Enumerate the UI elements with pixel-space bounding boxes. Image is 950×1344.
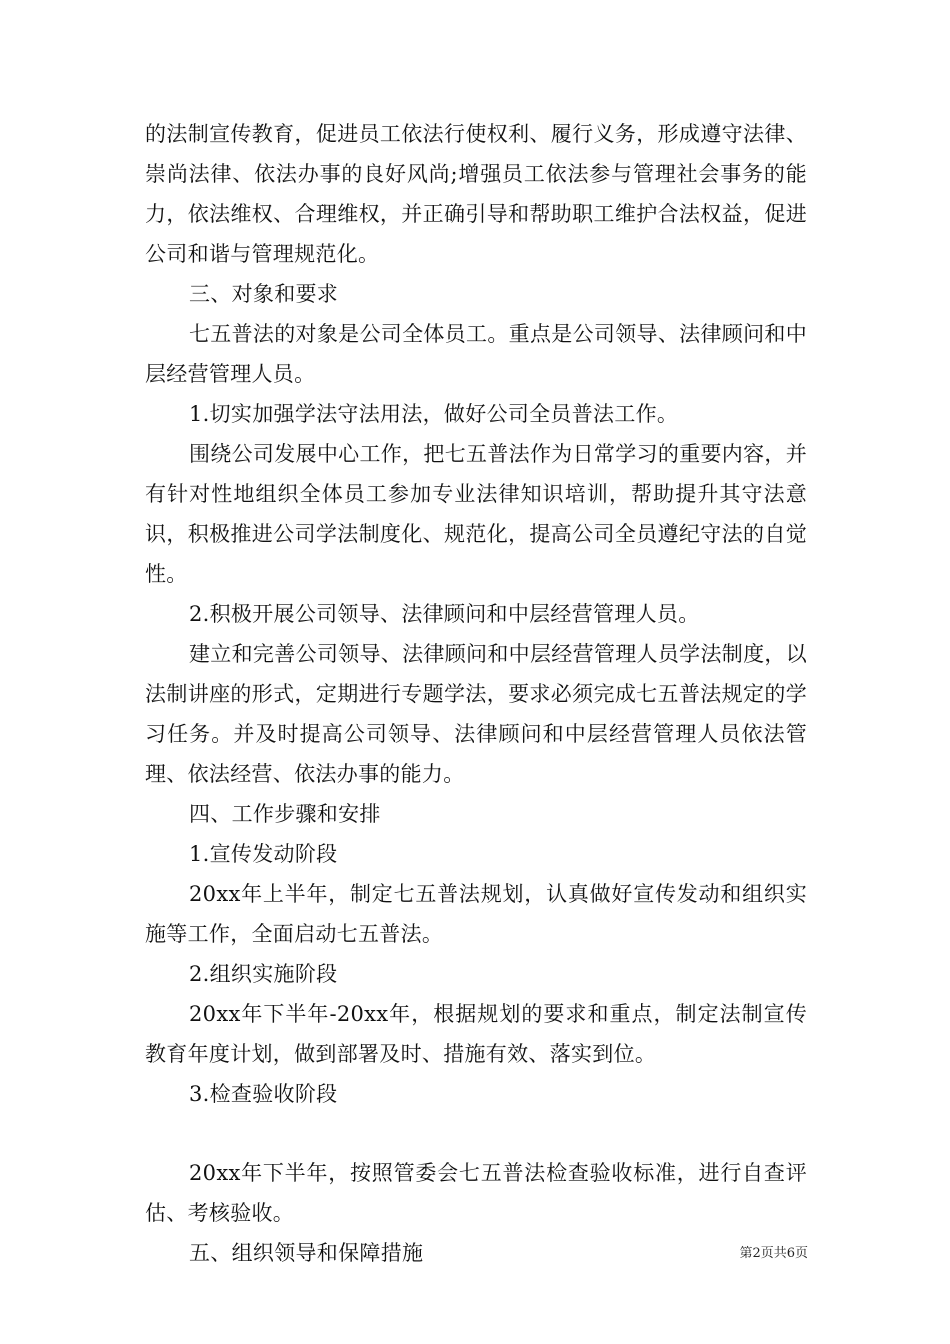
subheading: 2.积极开展公司领导、法律顾问和中层经营管理人员。: [189, 602, 700, 626]
page-number: 第2页共6页: [739, 1246, 808, 1261]
section-heading-5: 五、组织领导和保障措施: [189, 1241, 424, 1265]
section-heading-3: 三、对象和要求: [189, 282, 339, 306]
paragraph: 20xx年下半年，按照管委会七五普法检查验收标准，进行自查评估、考核验收。: [145, 1161, 807, 1225]
paragraph: 20xx年上半年，制定七五普法规划，认真做好宣传发动和组织实施等工作，全面启动七五普法。: [145, 882, 807, 946]
subheading: 1.宣传发动阶段: [189, 842, 338, 866]
paragraph: 七五普法的对象是公司全体员工。重点是公司领导、法律顾问和中层经营管理人员。: [145, 322, 807, 386]
paragraph-continuation: 的法制宣传教育，促进员工依法行使权利、履行义务，形成遵守法律、崇尚法律、依法办事的良好风尚;增强员工依法参与管理社会事务的能力，依法维权、合理维权，并正确引导和帮助职工维护合法权益，促进公司和谐与管理规范化。: [145, 122, 807, 266]
subheading: 3.检查验收阶段: [189, 1082, 338, 1106]
section-heading-4: 四、工作步骤和安排: [189, 802, 381, 826]
subheading: 2.组织实施阶段: [189, 962, 338, 986]
paragraph: 建立和完善公司领导、法律顾问和中层经营管理人员学法制度，以法制讲座的形式，定期进行专题学法，要求必须完成七五普法规定的学习任务。并及时提高公司领导、法律顾问和中层经营管理人员依法管理、依法经营、依法办事的能力。: [145, 642, 807, 786]
document-body: [145, 114, 807, 1273]
paragraph: 围绕公司发展中心工作，把七五普法作为日常学习的重要内容，并有针对性地组织全体员工参加专业法律知识培训，帮助提升其守法意识，积极推进公司学法制度化、规范化，提高公司全员遵纪守法的自觉性。: [145, 442, 807, 586]
paragraph: 20xx年下半年-20xx年，根据规划的要求和重点，制定法制宣传教育年度计划，做到部署及时、措施有效、落实到位。: [145, 1002, 807, 1066]
subheading: 1.切实加强学法守法用法，做好公司全员普法工作。: [189, 402, 679, 426]
